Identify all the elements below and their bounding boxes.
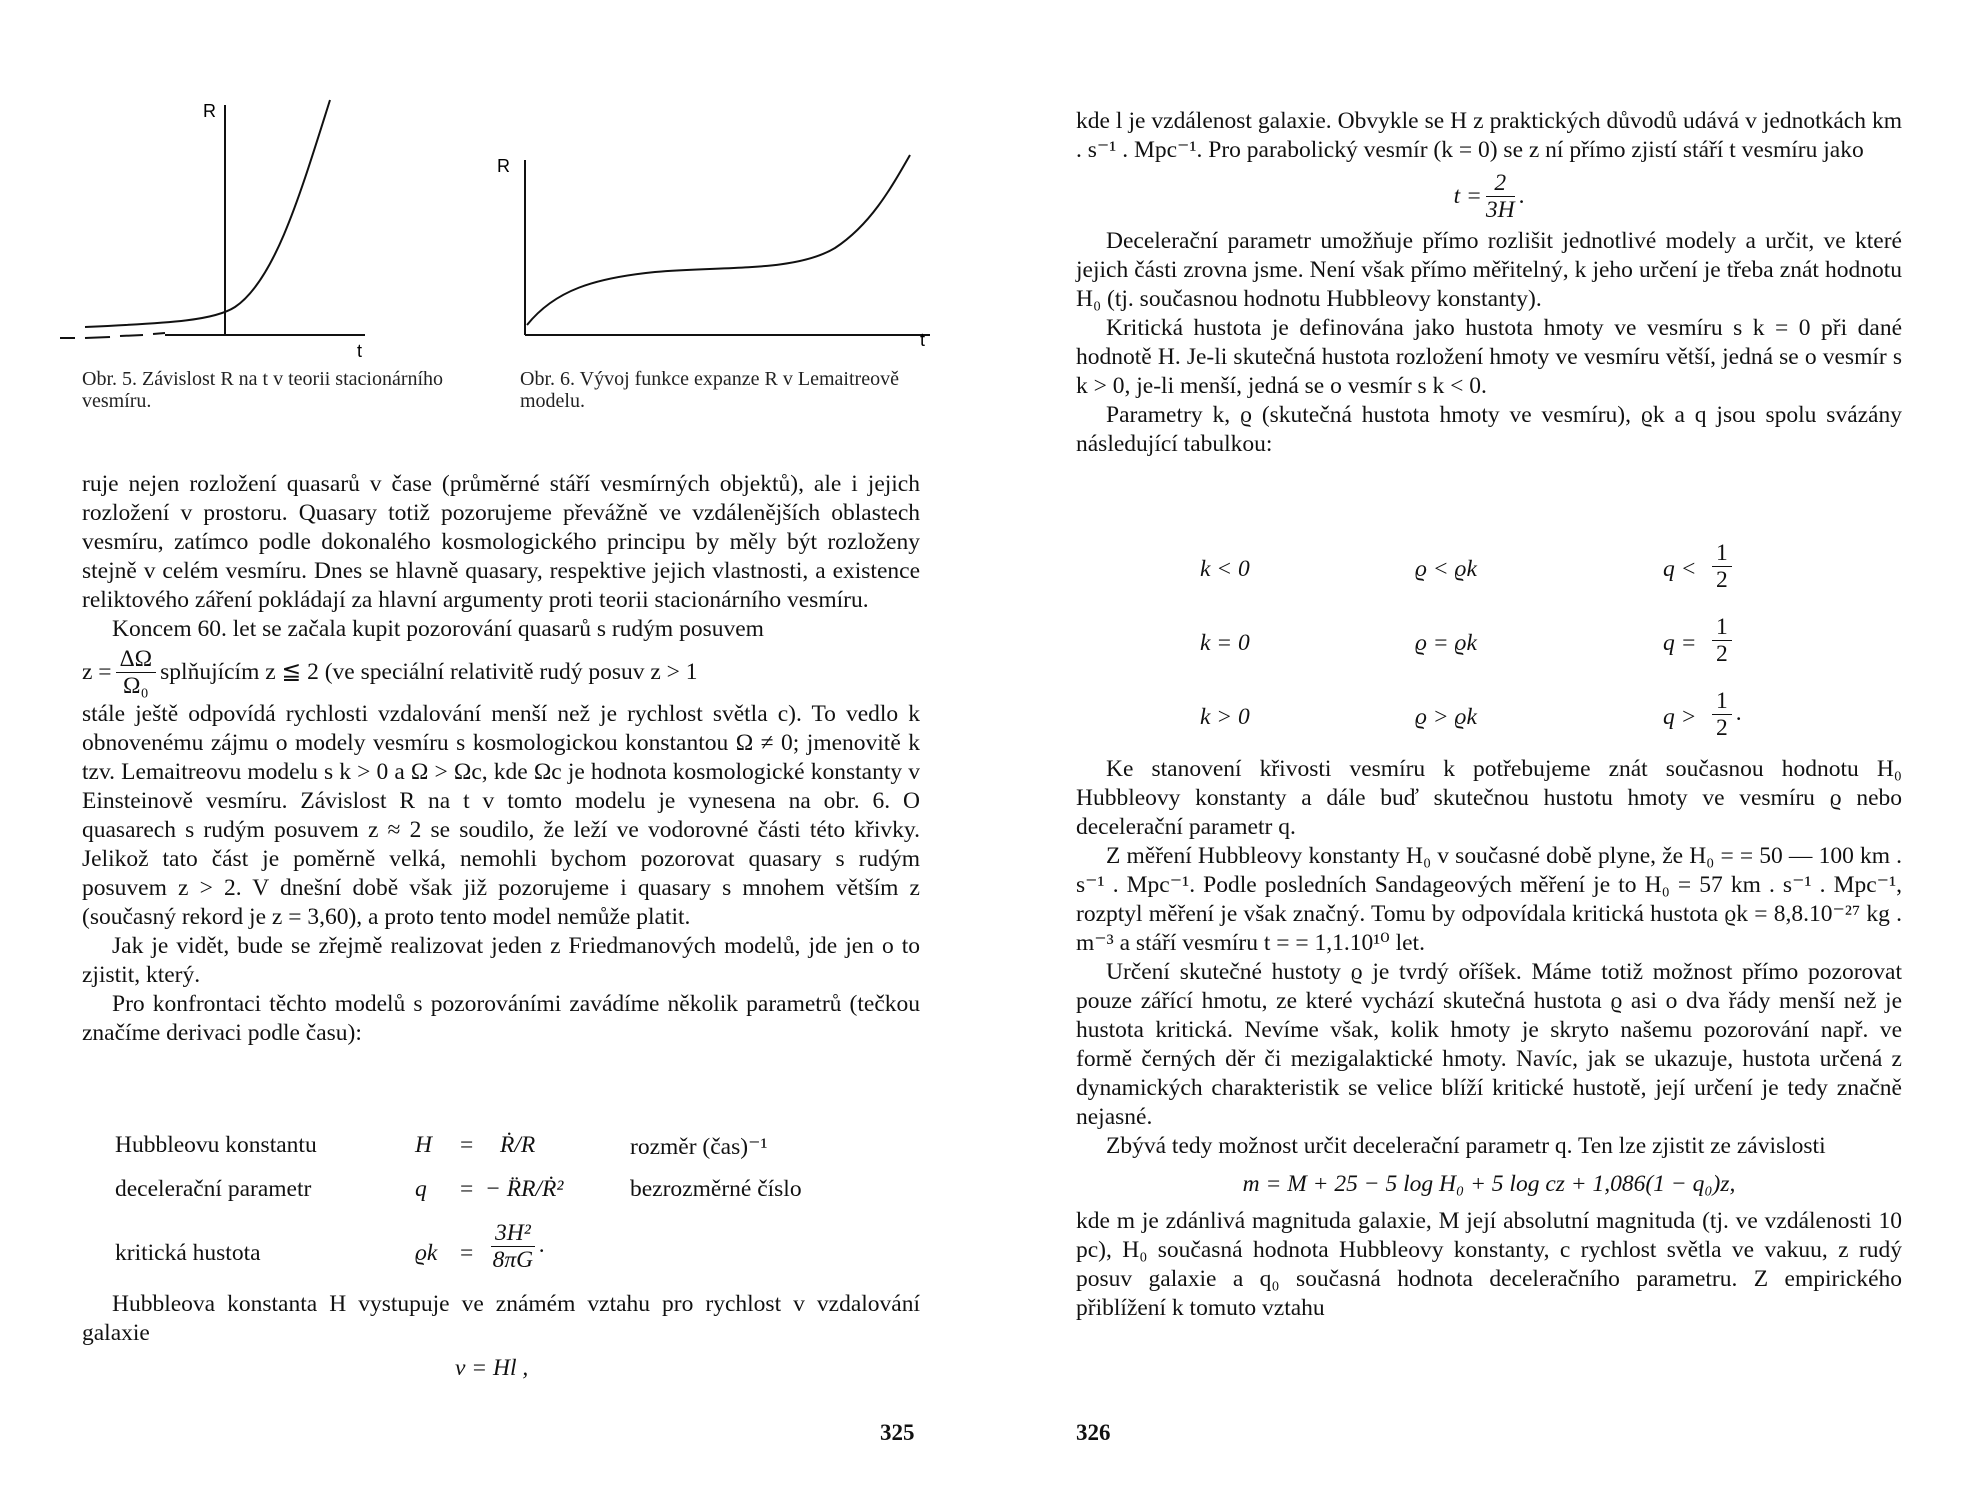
figure-6-plot bbox=[495, 150, 940, 350]
fraction: $\frac{1}{2}$ bbox=[1712, 614, 1732, 667]
paragraph: Decelerační parametr umožňuje přímo rozlišit jednotlivé modely a určit, ve které jejich části zrovna jsme. Není však přímo měřitelný, k jeho určení je třeba znát hodnotu H₀ (tj. současnou hodnotu Hubbleovy konstanty). bbox=[1076, 228, 1902, 312]
paragraph: Parametry k, ϱ (skutečná hustota hmoty ve vesmíru), ϱk a q jsou spolu svázány následující tabulkou: bbox=[1076, 402, 1902, 457]
right-page bbox=[990, 0, 1980, 1500]
redshift-formula: z = $\frac{\Delta\Omega}{\text{Ω₀}}$ splňujícím z ≦ 2 (ve speciální relativitě rudý posuv z > 1 bbox=[82, 645, 698, 699]
formula-m: m = M + 25 − 5 log H₀ + 5 log cz + 1,086(1 − q₀)z, bbox=[1242, 1171, 1736, 1197]
fig5-curve bbox=[85, 100, 330, 327]
paragraph: kde l je vzdálenost galaxie. Obvykle se H z praktických důvodů udává v jednotkách km . s⁻¹ . Mpc⁻¹. Pro parabolický vesmír (k = 0) se z ní přímo zjistí stáří t vesmíru jako bbox=[1076, 108, 1902, 163]
paragraph: Ke stanovení křivosti vesmíru k potřebujeme znát současnou hodnotu H₀ Hubbleovy konstanty a dále buď skutečnou hustotu hmoty ve vesmíru ϱ nebo decelerační parametr q. bbox=[1076, 756, 1902, 840]
paragraph: stále ještě odpovídá rychlosti vzdalování menší než je rychlost světla c). To vedlo k obnovenému zájmu o modely vesmíru s kosmologickou konstantou Ω ≠ 0; jmenovitě k tzv. Lemaitreovu modelu s k > 0 a Ω > Ωc, kde Ωc je hodnota kosmologické konstanty v Einsteinově vesmíru. Závislost R na t v tomto modelu je vynesena na obr. 6. O quasarech s rudým posuvem z ≈ 2 se soudilo, že leží ve vodorovné části této křivky. Jelikož tato část je poměrně velká, nemohli bychom pozorovat quasary s rudým posuvem z > 2. V dnešní době však již pozorujeme i quasary s mnohem větším z (současný rekord je z = 3,60), a proto tento model nemůže platit. bbox=[82, 701, 920, 930]
figure-5-caption: Obr. 5. Závislost R na t v teorii stacionárního vesmíru. bbox=[82, 368, 444, 412]
fig5-x-label: t bbox=[357, 341, 363, 361]
right-body-text-2 bbox=[1076, 755, 1902, 1323]
paragraph: Z měření Hubbleovy konstanty H₀ v současné době plyne, že H₀ = = 50 — 100 km . s⁻¹ . Mpc⁻¹. Podle posledních Sandageových měření je to H₀ = 57 km . s⁻¹ . Mpc⁻¹, rozptyl měření je však značný. Tomu by odpovídala kritická hustota ϱk = 8,8.10⁻²⁷ kg . m⁻³ a stáří vesmíru t = = 1,1.10¹⁰ let. bbox=[1076, 843, 1902, 956]
table-row: k < 0 ϱ < ϱk q < $\frac{1}{2}$ bbox=[1110, 540, 1810, 614]
left-body-text-end bbox=[82, 1290, 920, 1348]
table-row: k > 0 ϱ > ϱk q > $\frac{1}{2}$ . bbox=[1200, 688, 1742, 741]
fraction: $\frac{1}{2}$ bbox=[1712, 688, 1732, 741]
fig6-y-label: R bbox=[497, 156, 510, 176]
fraction: $\frac{\text{3H²}}{8\pi G}$ bbox=[492, 1220, 534, 1273]
paragraph: Jak je vidět, bude se zřejmě realizovat jeden z Friedmanových modelů, jde jen o to zjistit, který. bbox=[82, 933, 920, 988]
figure-5-plot bbox=[55, 95, 375, 361]
table-row: k = 0 ϱ = ϱk q = $\frac{1}{2}$ bbox=[1110, 614, 1810, 688]
paragraph: Zbývá tedy možnost určit decelerační parametr q. Ten lze zjistit ze závislosti bbox=[1106, 1133, 1826, 1159]
figure-6-caption: Obr. 6. Vývoj funkce expanze R v Lemaitreově modelu. bbox=[520, 368, 899, 412]
formula-t: t = $\frac{2}{3H}$ . bbox=[1453, 169, 1525, 223]
formula-v: v = Hl , bbox=[455, 1355, 529, 1381]
paragraph: Kritická hustota je definována jako hustota hmoty ve vesmíru s k = 0 při dané hodnotě H. Je-li skutečná hustota rozložení hmoty ve vesmíru větší, jedná se o vesmír s k > 0, je-li menší, jedná se o vesmír s k < 0. bbox=[1076, 315, 1902, 399]
figure-6 bbox=[495, 150, 940, 350]
fraction: $\frac{2}{3H}$ bbox=[1485, 169, 1515, 223]
paragraph: ruje nejen rozložení quasarů v čase (průměrné stáří vesmírných objektů), ale i jejich rozložení v prostoru. Quasary totiž pozorujeme převážně ve vzdálenějších oblastech vesmíru, zatímco podle dokonalého kosmologického principu by měly být rozloženy stejně v celém vesmíru. Dnes se hlavně quasary, respektive jejich vlastnosti, a existence reliktového záření pokládají za hlavní argumenty proti teorii stacionárního vesmíru. bbox=[82, 471, 920, 613]
definition-row: Hubbleovu konstantu H = Ṙ/R rozměr (čas)⁻¹ bbox=[115, 1132, 768, 1160]
paragraph: kde m je zdánlivá magnituda galaxie, M její absolutní magnituda (tj. ve vzdálenosti 10 pc), H₀ současná hodnota Hubbleovy konstanty, c rychlost světla ve vakuu, z rudý posuv galaxie a q₀ současná hodnota deceleračního parametru. Z empirického přiblížení k tomuto vztahu bbox=[1076, 1208, 1902, 1321]
paragraph: Určení skutečné hustoty ϱ je tvrdý oříšek. Máme totiž možnost přímo pozorovat pouze zářící hmotu, ze které vychází skutečná hustota ϱ asi o dva řády menší než je hustota kritická. Nevíme však, kolik hmoty je skryto našemu pozorování např. ve formě černých děr či mezigalaktické hmoty. Navíc, jak se ukazuje, hustota určená z dynamických charakteristik se velice blíží kritické hustotě, její určení je tedy značně nejasné. bbox=[1076, 959, 1902, 1130]
fraction: $\frac{1}{2}$ bbox=[1712, 540, 1732, 593]
paragraph: Koncem 60. let se začala kupit pozorování quasarů s rudým posuvem bbox=[112, 616, 764, 642]
fig5-y-label: R bbox=[203, 101, 216, 121]
fig6-x-label: t bbox=[920, 330, 926, 350]
fraction: $\frac{\Delta\Omega}{\text{Ω₀}}$ bbox=[116, 646, 157, 699]
right-body-text bbox=[1076, 107, 1902, 459]
page-number: 326 bbox=[1076, 1420, 1111, 1445]
paragraph: Pro konfrontaci těchto modelů s pozorováními zavádíme několik parametrů (tečkou značíme derivaci podle času): bbox=[82, 991, 920, 1046]
parameter-table bbox=[1110, 540, 1810, 762]
definition-row: decelerační parametr q = − R̈R/Ṙ² bezrozměrné číslo bbox=[115, 1176, 802, 1202]
definitions-table bbox=[115, 1132, 935, 1292]
left-body-text bbox=[82, 470, 920, 1048]
fig6-curve bbox=[527, 155, 910, 325]
paragraph: Hubbleova konstanta H vystupuje ve známém vztahu pro rychlost v vzdalování galaxie bbox=[82, 1291, 920, 1346]
page-number: 325 bbox=[880, 1420, 915, 1445]
figure-5 bbox=[55, 95, 375, 361]
critical-density-row: kritická hustota ϱk = $\frac{\text{3H²}}{8\pi G}$ . bbox=[115, 1220, 545, 1273]
